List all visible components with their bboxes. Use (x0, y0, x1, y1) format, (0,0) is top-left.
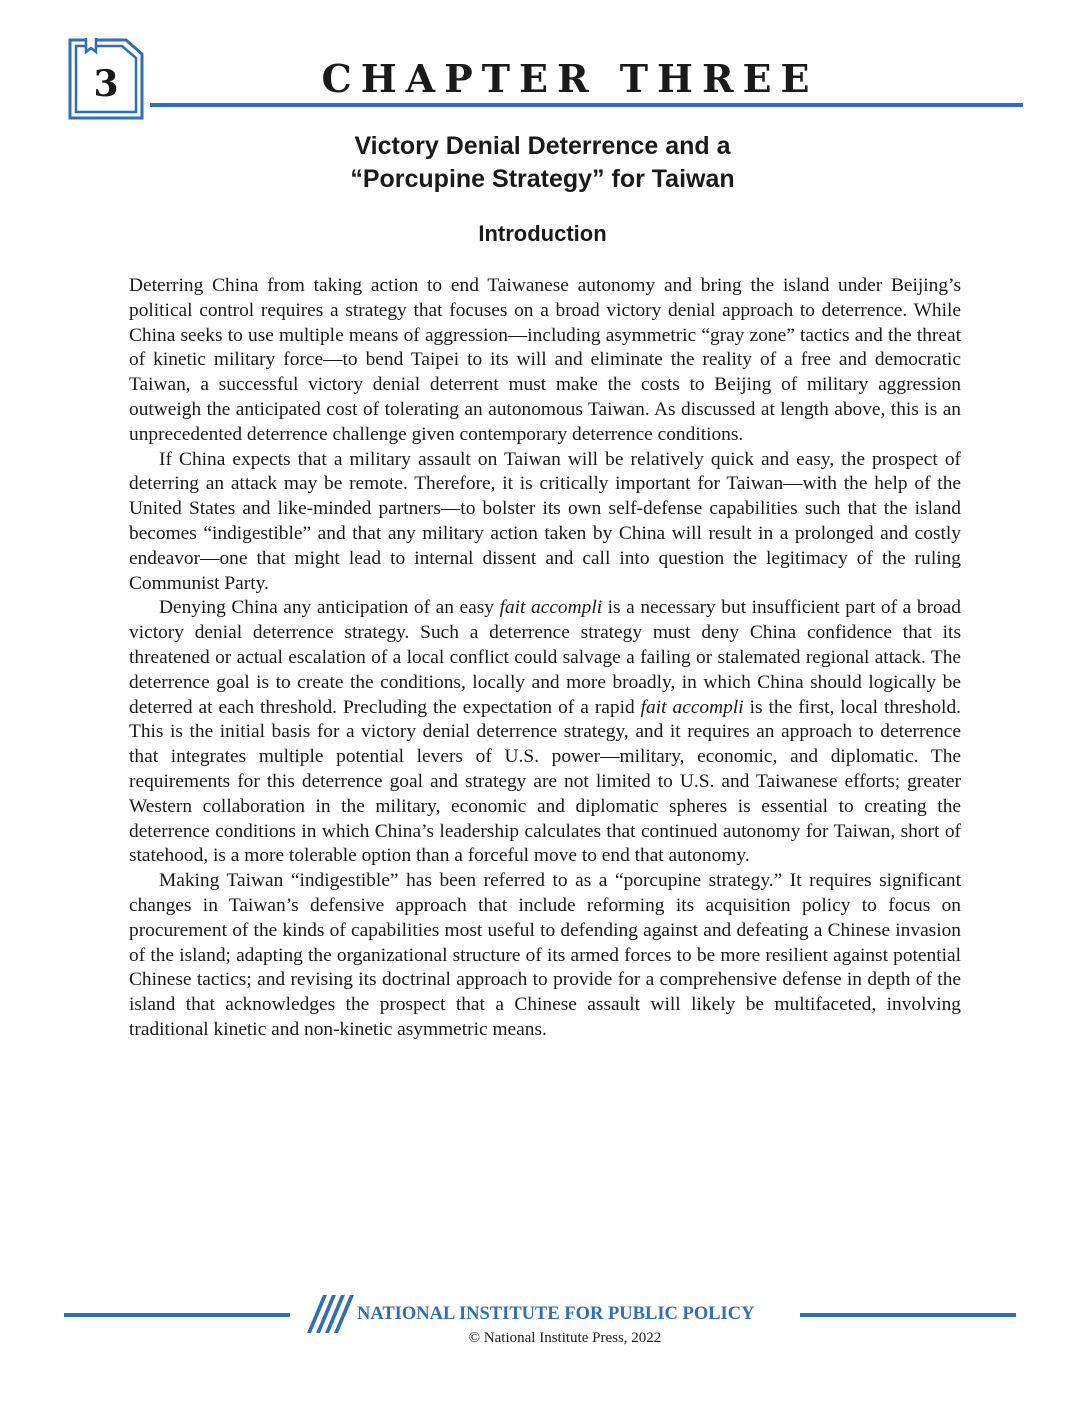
page-title-line-1: Victory Denial Deterrence and a (354, 132, 731, 160)
body-paragraph (129, 869, 961, 1043)
italic-term: fait accompli (640, 696, 744, 718)
chapter-number: 3 (93, 63, 119, 105)
page-title-line-2: “Porcupine Strategy” for Taiwan (350, 165, 735, 193)
body-text (129, 274, 961, 1043)
text-run: Denying China any anticipation of an easy (159, 597, 500, 619)
text-run: If China expects that a military assault on Taiwan will be relatively quick and easy, the prospect of deterring an attack may be remote. Therefore, it is critically important for Taiwan—with the help of the United States and like-minded partners—to bolster its own self-defense capabilities such that the island becomes “indigestible” and that any military action taken by China will result in a prolonged and costly endeavor—one that might lead to internal dissent and call into question the legitimacy of the ruling Communist Party. (129, 448, 961, 594)
page-title (220, 130, 865, 196)
text-run: Deterring China from taking action to end Taiwanese autonomy and bring the island under Beijing’s political control requires a strategy that focuses on a broad victory denial approach to deterrence. While China seeks to use multiple means of aggression—including asymmetric “gray zone” tactics and the threat of kinetic military force—to bend Taipei to its will and eliminate the reality of a free and democratic Taiwan, a successful victory denial deterrent must make the costs to Beijing of military aggression outweigh the anticipated cost of tolerating an autonomous Taiwan. As discussed at length above, this is an unprecedented deterrence challenge given contemporary deterrence conditions. (129, 275, 961, 445)
text-run: is a necessary but insufficient part of a broad victory denial deterrence strategy. Such a deterrence strategy must deny China confidence that its threatened or actual escalation of a local conflict could salvage a failing or stalemated regional attack. The deterrence goal is to create the conditions, locally and more broadly, in which China should logically be deterred at each threshold. Precluding the expectation of a rapid (129, 597, 961, 718)
italic-term: fait accompli (499, 597, 603, 619)
chapter-badge-icon (66, 34, 146, 122)
text-run: Making Taiwan “indigestible” has been referred to as a “porcupine strategy.” It requires significant changes in Taiwan’s defensive approach that include reforming its acquisition policy to focus on procurement of the kinds of capabilities most useful to defending against and defeating a Chinese invasion of the island; adapting the organizational structure of its armed forces to be more resilient against potential Chinese tactics; and revising its doctrinal approach to provide for a comprehensive defense in depth of the island that acknowledges the prospect that a Chinese assault will likely be multifaceted, involving traditional kinetic and non-kinetic asymmetric means. (129, 870, 961, 1040)
body-paragraph (129, 596, 961, 869)
body-paragraph (129, 274, 961, 448)
chapter-rule (150, 103, 1023, 107)
section-heading: Introduction (478, 221, 607, 246)
text-run: is the first, local threshold. This is the initial basis for a victory denial deterrence strategy, and it requires an approach to deterrence that integrates multiple potential levers of U.S. power—military, economic, and diplomatic. The requirements for this deterrence goal and strategy are not limited to U.S. and Taiwanese efforts; greater Western collaboration in the military, economic and diplomatic spheres is essential to creating the deterrence conditions in which China’s leadership calculates that continued autonomy for Taiwan, short of statehood, is a more tolerable option than a forceful move to end that autonomy. (129, 696, 961, 867)
footer-rule-right (800, 1313, 1016, 1317)
footer-copyright: © National Institute Press, 2022 (468, 1330, 662, 1346)
body-paragraph (129, 448, 961, 597)
footer-org-name: NATIONAL INSTITUTE FOR PUBLIC POLICY (357, 1304, 755, 1324)
footer-rule-left (64, 1313, 290, 1317)
chapter-label: CHAPTER THREE (321, 56, 819, 101)
institute-logo-icon (301, 1293, 355, 1333)
